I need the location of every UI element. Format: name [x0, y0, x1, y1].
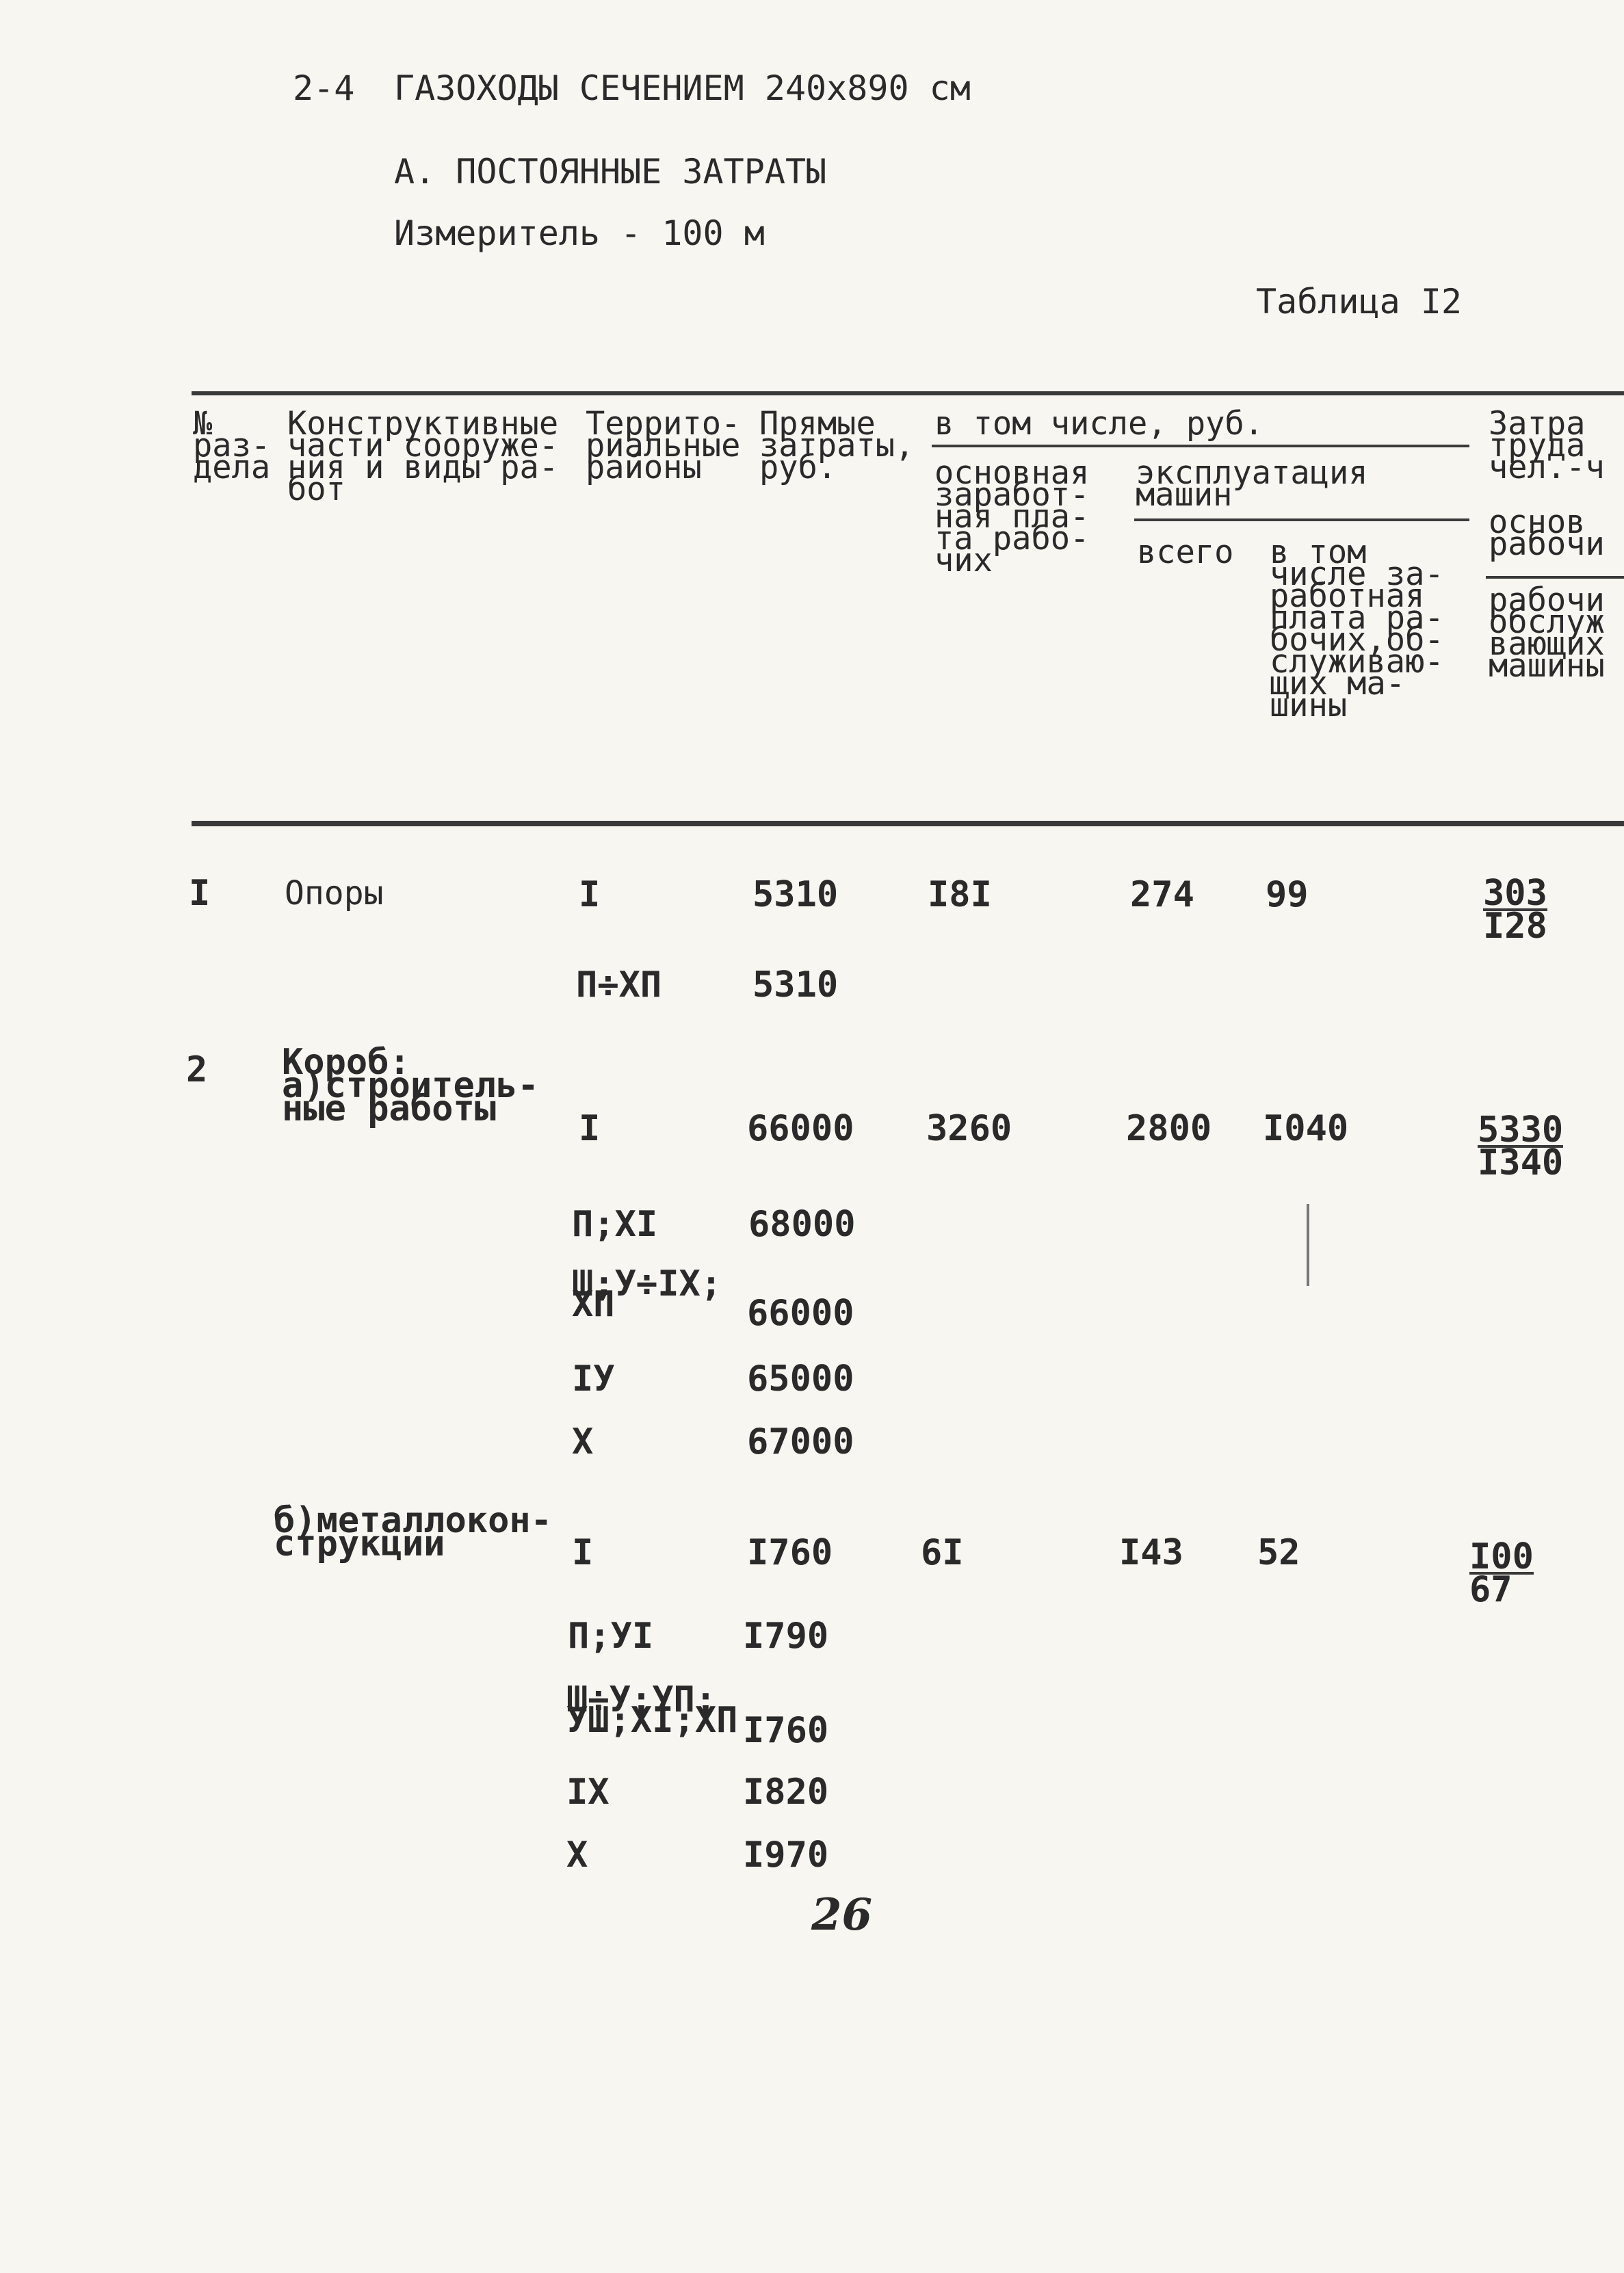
row-1-labor	[1483, 873, 1547, 947]
row-3-labor	[1478, 1109, 1564, 1183]
row-1-wages: I8I	[928, 874, 992, 915]
section-number: 2-4	[293, 68, 355, 108]
row-1-labor-machine: I28	[1483, 906, 1547, 947]
row-1-mach-total: 274	[1130, 874, 1194, 915]
row-1-region: I	[579, 874, 601, 915]
row-1-mach-wages: 99	[1266, 874, 1309, 915]
row-5-direct: 66000	[747, 1293, 854, 1334]
row-3-region: I	[579, 1108, 601, 1149]
row-3-wages: 3260	[926, 1108, 1012, 1149]
row-8-wages: 6I	[921, 1532, 964, 1573]
row-8-labor-main: I00	[1469, 1536, 1534, 1577]
row-12-region: X	[566, 1835, 588, 1876]
row-8-region: I	[572, 1532, 594, 1573]
incl-group-underline	[932, 445, 1469, 447]
row-3-part: Короб: а)строитель- ные работы	[282, 1042, 539, 1129]
col-header-direct-costs: Прямые затраты, руб.	[759, 405, 915, 486]
row-6-region: IУ	[572, 1358, 615, 1400]
row-3-direct: 66000	[747, 1108, 854, 1149]
col-header-machines-group: эксплуатация машин	[1136, 454, 1368, 514]
row-7-direct: 67000	[747, 1421, 854, 1462]
row-4-region: П;XI	[572, 1204, 658, 1245]
row-3-labor-machine: I340	[1478, 1142, 1564, 1183]
row-8-part: б)металлокон- струкции	[274, 1500, 552, 1564]
row-10-region: Ш÷У;УП; УШ;XI;ХП	[566, 1679, 738, 1741]
col-header-including-group: в том числе, руб.	[934, 405, 1264, 443]
row-10-direct: I760	[743, 1710, 829, 1751]
table-header-bottom-rule	[192, 821, 1624, 826]
row-5-region: Ш;У÷IX; ХП	[572, 1263, 722, 1325]
row-3-mach-wages: I040	[1263, 1108, 1349, 1149]
row-2-direct: 5310	[752, 964, 839, 1006]
col-header-labor: Затра труда чел.-ч	[1489, 405, 1605, 486]
measure-unit: Измеритель - 100 м	[394, 213, 765, 253]
row-3-section-number: 2	[186, 1049, 208, 1090]
row-2-region: П÷ХП	[576, 964, 662, 1006]
row-11-region: IX	[566, 1772, 610, 1813]
table-label: Таблица I2	[1256, 282, 1463, 321]
row-9-region: П;УI	[568, 1616, 654, 1657]
col-header-regions: Террито- риальные районы	[586, 405, 741, 486]
machines-group-underline	[1134, 518, 1469, 521]
col-header-machines-wages: в том числе за- работная плата ра- бочих,об- служиваю- щих ма- шины	[1270, 534, 1444, 724]
row-7-region: X	[572, 1421, 594, 1462]
document-title: ГАЗОХОДЫ СЕЧЕНИЕМ 240х890 см	[394, 68, 971, 108]
labor-top-underline	[1486, 576, 1624, 579]
row-12-direct: I970	[743, 1835, 829, 1876]
col-header-section-number: № раз- дела	[193, 405, 271, 486]
col-header-labor-machine: рабочи обслуж вающих машины	[1489, 581, 1605, 685]
pen-mark	[1307, 1204, 1309, 1286]
row-1-direct: 5310	[752, 874, 839, 915]
row-1-section-number: I	[189, 873, 211, 914]
row-3-mach-total: 2800	[1126, 1108, 1212, 1149]
row-8-mach-wages: 52	[1257, 1532, 1300, 1573]
row-6-direct: 65000	[747, 1358, 854, 1400]
row-8-labor-machine: 67	[1469, 1569, 1512, 1610]
row-11-direct: I820	[743, 1772, 829, 1813]
row-1-labor-main: 303	[1483, 873, 1547, 914]
row-4-direct: 68000	[748, 1204, 856, 1245]
col-header-labor-main: основ рабочи	[1489, 503, 1605, 563]
col-header-machines-total: всего	[1137, 534, 1234, 571]
row-1-part: Опоры	[285, 874, 384, 912]
document-subtitle: А. ПОСТОЯННЫЕ ЗАТРАТЫ	[394, 152, 827, 192]
row-9-direct: I790	[743, 1616, 829, 1657]
row-8-labor	[1469, 1536, 1534, 1610]
page-number: 26	[811, 1889, 873, 1941]
col-header-structural-parts: Конструктивные части сооруже- ния и виды ра- бот	[287, 405, 559, 508]
row-8-mach-total: I43	[1119, 1532, 1183, 1573]
col-header-wages: основная заработ- ная пла- та рабо- чих	[934, 454, 1090, 579]
row-3-labor-main: 5330	[1478, 1109, 1564, 1151]
table-top-rule	[192, 391, 1624, 395]
row-8-direct: I760	[747, 1532, 833, 1573]
